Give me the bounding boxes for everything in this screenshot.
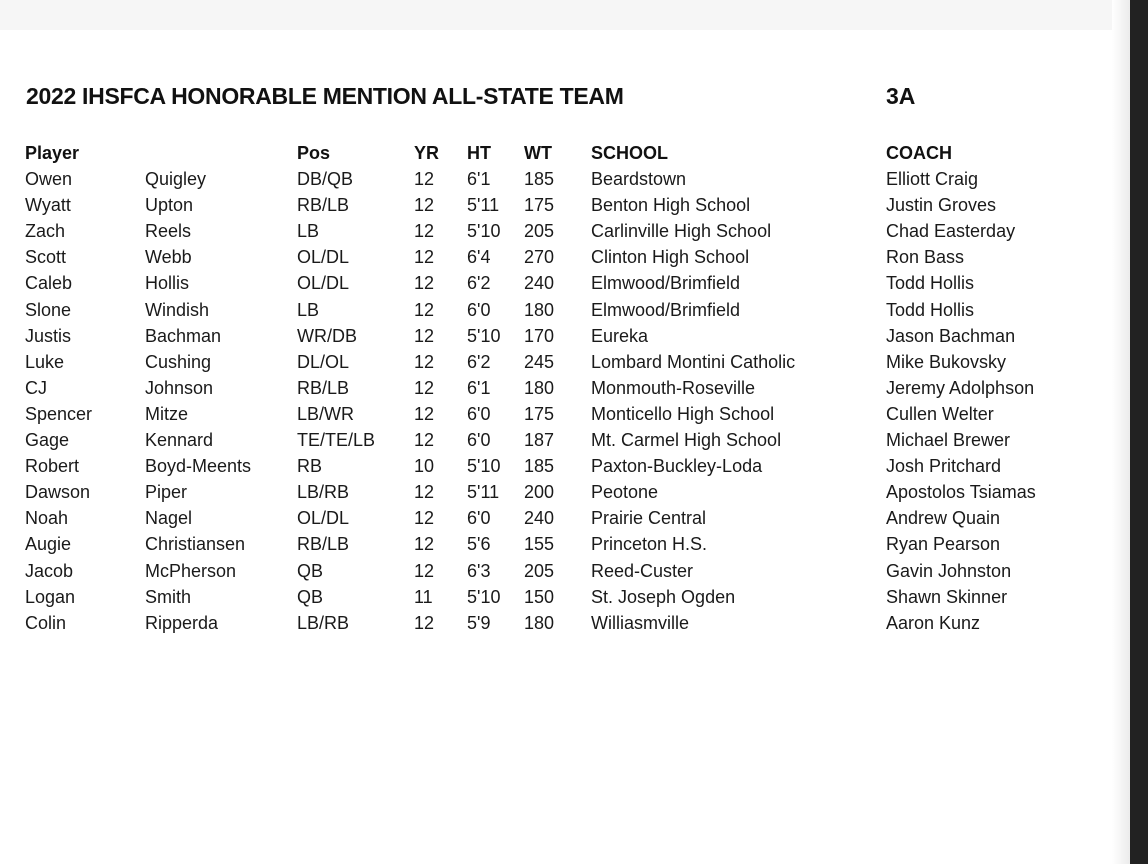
player-weight: 185 xyxy=(524,456,555,477)
player-coach: Jeremy Adolphson xyxy=(886,377,1035,398)
table-row xyxy=(0,453,1130,479)
player-height: 5'10 xyxy=(467,325,501,346)
player-school: Paxton-Buckley-Loda xyxy=(591,456,763,477)
player-school: Williasmville xyxy=(591,612,689,633)
player-position: WR/DB xyxy=(297,325,357,346)
player-year: 12 xyxy=(414,508,435,529)
player-school: Reed-Custer xyxy=(591,560,694,581)
player-position: LB/RB xyxy=(297,482,350,503)
player-position: OL/DL xyxy=(297,508,350,529)
player-first-name: Caleb xyxy=(25,273,73,294)
player-last-name: McPherson xyxy=(145,560,237,581)
player-first-name: Noah xyxy=(25,508,69,529)
player-coach: Andrew Quain xyxy=(886,508,1001,529)
table-row xyxy=(0,218,1130,244)
player-position: QB xyxy=(297,560,324,581)
player-height: 6'0 xyxy=(467,299,491,320)
player-year: 12 xyxy=(414,430,435,451)
player-position: LB/RB xyxy=(297,612,350,633)
table-row xyxy=(0,558,1130,584)
player-weight: 175 xyxy=(524,403,555,424)
player-coach: Todd Hollis xyxy=(886,273,975,294)
player-school: Monticello High School xyxy=(591,403,775,424)
player-school: Eureka xyxy=(591,325,649,346)
table-row xyxy=(0,584,1130,610)
player-position: DL/OL xyxy=(297,351,350,372)
player-height: 6'0 xyxy=(467,430,491,451)
header-school: SCHOOL xyxy=(591,143,669,163)
player-coach: Apostolos Tsiamas xyxy=(886,482,1036,503)
player-first-name: Owen xyxy=(25,169,73,190)
player-weight: 180 xyxy=(524,377,555,398)
table-row xyxy=(0,192,1130,218)
player-year: 12 xyxy=(414,273,435,294)
player-first-name: Colin xyxy=(25,612,67,633)
player-year: 12 xyxy=(414,377,435,398)
player-height: 6'2 xyxy=(467,273,491,294)
player-weight: 240 xyxy=(524,508,555,529)
player-last-name: Kennard xyxy=(145,430,214,451)
player-position: RB/LB xyxy=(297,195,350,216)
player-weight: 187 xyxy=(524,430,555,451)
player-school: Elmwood/Brimfield xyxy=(591,299,741,320)
player-last-name: Johnson xyxy=(145,377,214,398)
player-coach: Jason Bachman xyxy=(886,325,1016,346)
player-position: RB xyxy=(297,456,323,477)
player-weight: 150 xyxy=(524,586,555,607)
roster-table xyxy=(0,140,1130,636)
table-row xyxy=(0,505,1130,531)
player-first-name: Zach xyxy=(25,221,66,242)
player-coach: Aaron Kunz xyxy=(886,612,981,633)
player-year: 12 xyxy=(414,195,435,216)
player-height: 5'11 xyxy=(467,482,500,503)
player-height: 5'10 xyxy=(467,221,501,242)
table-row xyxy=(0,270,1130,296)
player-school: Elmwood/Brimfield xyxy=(591,273,741,294)
player-year: 12 xyxy=(414,612,435,633)
player-school: Prairie Central xyxy=(591,508,707,529)
player-position: OL/DL xyxy=(297,247,350,268)
table-row xyxy=(0,375,1130,401)
table-row xyxy=(0,297,1130,323)
player-school: Clinton High School xyxy=(591,247,750,268)
player-last-name: Ripperda xyxy=(145,612,219,633)
player-weight: 180 xyxy=(524,612,555,633)
player-coach: Cullen Welter xyxy=(886,403,994,424)
player-year: 12 xyxy=(414,560,435,581)
player-first-name: Wyatt xyxy=(25,195,71,216)
player-position: LB/WR xyxy=(297,403,355,424)
player-coach: Justin Groves xyxy=(886,195,997,216)
player-last-name: Mitze xyxy=(145,403,189,424)
player-year: 12 xyxy=(414,534,435,555)
player-height: 6'4 xyxy=(467,247,491,268)
header-coach: COACH xyxy=(886,143,952,163)
table-row xyxy=(0,610,1130,636)
player-first-name: Scott xyxy=(25,247,67,268)
player-coach: Ryan Pearson xyxy=(886,534,1001,555)
player-school: Beardstown xyxy=(591,169,687,190)
player-school: Carlinville High School xyxy=(591,221,772,242)
player-coach: Mike Bukovsky xyxy=(886,351,1007,372)
header-pos: Pos xyxy=(297,143,331,163)
player-height: 6'2 xyxy=(467,351,491,372)
player-first-name: Augie xyxy=(25,534,72,555)
player-height: 5'10 xyxy=(467,456,501,477)
player-school: Peotone xyxy=(591,482,659,503)
player-weight: 185 xyxy=(524,169,555,190)
player-position: OL/DL xyxy=(297,273,350,294)
player-last-name: Hollis xyxy=(145,273,190,294)
player-weight: 270 xyxy=(524,247,555,268)
player-last-name: Piper xyxy=(145,482,188,503)
player-last-name: Upton xyxy=(145,195,194,216)
player-coach: Josh Pritchard xyxy=(886,456,1002,477)
player-coach: Chad Easterday xyxy=(886,221,1016,242)
player-coach: Ron Bass xyxy=(886,247,965,268)
table-row xyxy=(0,349,1130,375)
player-last-name: Windish xyxy=(145,299,210,320)
table-row xyxy=(0,531,1130,557)
player-first-name: Robert xyxy=(25,456,80,477)
player-height: 5'6 xyxy=(467,534,491,555)
table-row xyxy=(0,166,1130,192)
table-row xyxy=(0,427,1130,453)
player-coach: Michael Brewer xyxy=(886,430,1011,451)
player-first-name: Jacob xyxy=(25,560,74,581)
player-weight: 200 xyxy=(524,482,555,503)
player-position: RB/LB xyxy=(297,534,350,555)
player-height: 5'9 xyxy=(467,612,491,633)
player-weight: 180 xyxy=(524,299,555,320)
player-position: DB/QB xyxy=(297,169,354,190)
player-last-name: Smith xyxy=(145,586,192,607)
header-ht: HT xyxy=(467,143,491,163)
player-position: TE/TE/LB xyxy=(297,430,376,451)
table-header-row xyxy=(0,140,1130,166)
player-year: 12 xyxy=(414,482,435,503)
player-position: LB xyxy=(297,299,320,320)
table-row xyxy=(0,323,1130,349)
player-year: 12 xyxy=(414,299,435,320)
player-weight: 205 xyxy=(524,560,555,581)
player-coach: Shawn Skinner xyxy=(886,586,1008,607)
player-weight: 240 xyxy=(524,273,555,294)
player-year: 12 xyxy=(414,221,435,242)
player-school: Lombard Montini Catholic xyxy=(591,351,796,372)
player-year: 12 xyxy=(414,169,435,190)
player-last-name: Reels xyxy=(145,221,192,242)
header-player: Player xyxy=(25,143,80,163)
player-height: 6'1 xyxy=(467,377,491,398)
player-position: RB/LB xyxy=(297,377,350,398)
player-first-name: Spencer xyxy=(25,403,93,424)
player-school: St. Joseph Ogden xyxy=(591,586,736,607)
player-first-name: Dawson xyxy=(25,482,91,503)
player-first-name: Justis xyxy=(25,325,72,346)
player-weight: 245 xyxy=(524,351,555,372)
player-last-name: Bachman xyxy=(145,325,222,346)
player-height: 6'0 xyxy=(467,403,491,424)
player-first-name: CJ xyxy=(25,377,47,398)
player-last-name: Christiansen xyxy=(145,534,246,555)
table-row xyxy=(0,401,1130,427)
player-height: 6'0 xyxy=(467,508,491,529)
player-height: 6'1 xyxy=(467,169,491,190)
player-school: Mt. Carmel High School xyxy=(591,430,782,451)
player-last-name: Cushing xyxy=(145,351,212,372)
player-height: 5'10 xyxy=(467,586,501,607)
player-weight: 175 xyxy=(524,195,555,216)
player-last-name: Nagel xyxy=(145,508,193,529)
player-weight: 155 xyxy=(524,534,555,555)
division-label: 3A xyxy=(886,83,916,109)
player-year: 12 xyxy=(414,403,435,424)
document-title: 2022 IHSFCA HONORABLE MENTION ALL-STATE TEAM xyxy=(26,83,624,109)
player-coach: Elliott Craig xyxy=(886,169,979,190)
player-school: Monmouth-Roseville xyxy=(591,377,756,398)
top-margin xyxy=(0,0,1130,30)
player-first-name: Gage xyxy=(25,430,70,451)
header-wt: WT xyxy=(524,143,552,163)
player-last-name: Quigley xyxy=(145,169,207,190)
player-year: 11 xyxy=(414,586,433,607)
player-school: Benton High School xyxy=(591,195,751,216)
player-height: 6'3 xyxy=(467,560,491,581)
player-year: 12 xyxy=(414,351,435,372)
player-first-name: Slone xyxy=(25,299,72,320)
player-last-name: Webb xyxy=(145,247,192,268)
player-year: 12 xyxy=(414,325,435,346)
player-year: 12 xyxy=(414,247,435,268)
player-first-name: Luke xyxy=(25,351,65,372)
player-coach: Gavin Johnston xyxy=(886,560,1012,581)
header-yr: YR xyxy=(414,143,440,163)
player-height: 5'11 xyxy=(467,195,500,216)
player-position: QB xyxy=(297,586,324,607)
player-school: Princeton H.S. xyxy=(591,534,708,555)
table-row xyxy=(0,479,1130,505)
table-row xyxy=(0,244,1130,270)
player-first-name: Logan xyxy=(25,586,76,607)
player-last-name: Boyd-Meents xyxy=(145,456,252,477)
player-position: LB xyxy=(297,221,320,242)
player-year: 10 xyxy=(414,456,435,477)
player-weight: 170 xyxy=(524,325,555,346)
player-coach: Todd Hollis xyxy=(886,299,975,320)
player-weight: 205 xyxy=(524,221,555,242)
